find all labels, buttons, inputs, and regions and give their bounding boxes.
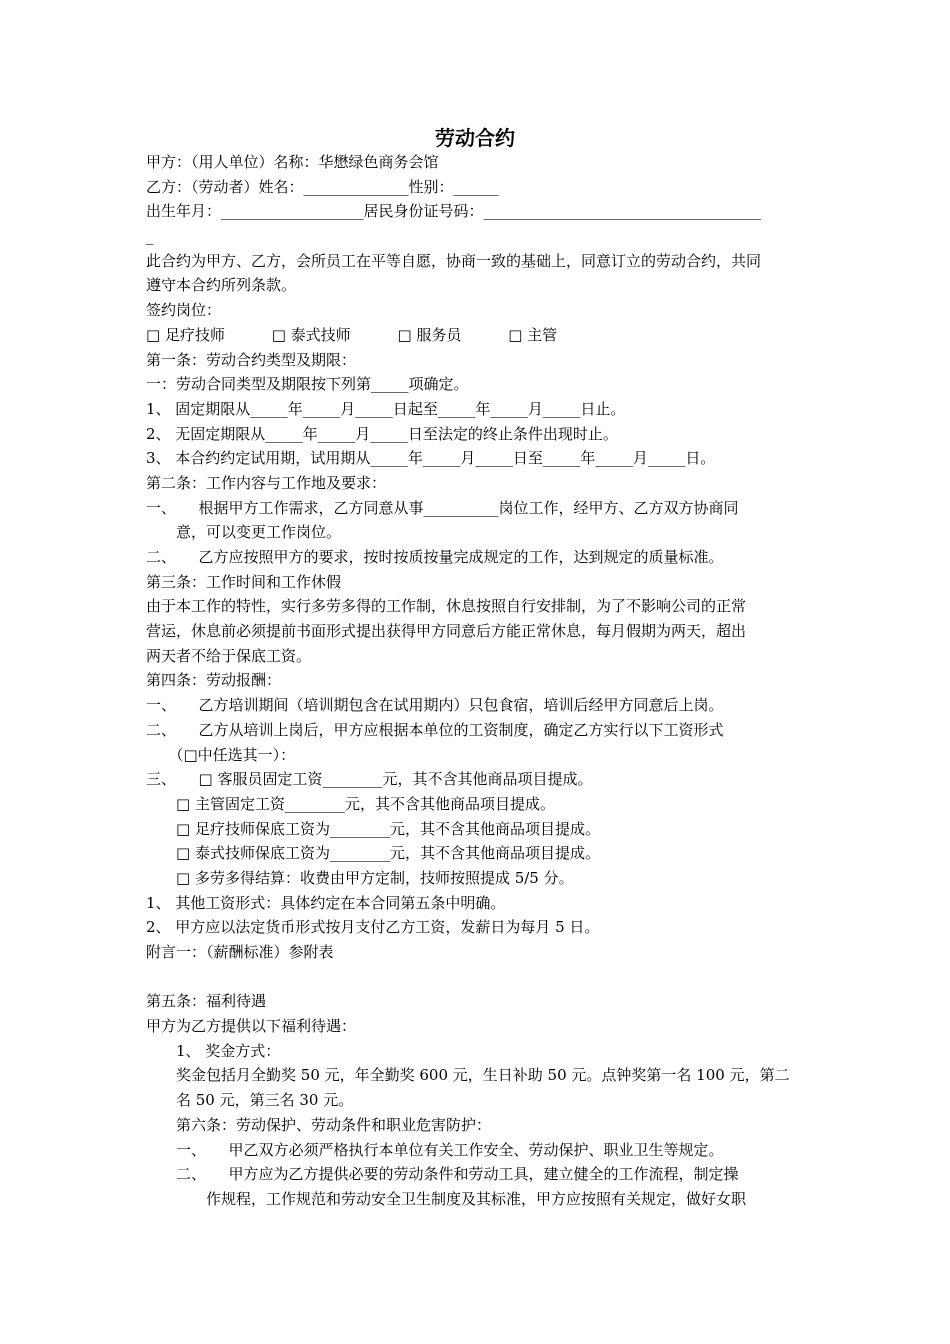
article-6-heading: 第六条：劳动保护、劳动条件和职业危害防护： bbox=[146, 1115, 492, 1134]
position-heading: 签约岗位： bbox=[146, 301, 222, 320]
wage-option: □ 泰式技师保底工资为________元，其不含其他商品项目提成。 bbox=[146, 844, 600, 863]
article-3-text: 两天者不给于保底工资。 bbox=[146, 646, 312, 665]
article-3-text: 营运，休息前必须提前书面形式提出获得甲方同意后方能正常休息，每月假期为两天，超出 bbox=[146, 622, 747, 641]
article-5-text: 奖金包括月全勤奖 50 元，年全勤奖 600 元，生日补助 50 元。点钟奖第一名 100 元，第二 bbox=[146, 1066, 790, 1085]
article-6-item: 一、 甲乙双方必须严格执行本单位有关工作安全、劳动保护、职业卫生等规定。 bbox=[146, 1140, 724, 1159]
position-option-supervisor: □ 主管 bbox=[508, 325, 558, 344]
birth-id-line: 出生年月：___________________居民身份证号码：_____________________________________ bbox=[146, 202, 762, 221]
wage-option: 三、 □ 客服员固定工资________元，其不含其他商品项目提成。 bbox=[146, 770, 593, 789]
article-1-item: 3、 本合约约定试用期，试用期从_____年_____月_____日至_____年_____月_____日。 bbox=[146, 449, 716, 468]
article-1-item: 1、 固定期限从_____年_____月_____日起至_____年_____月_____日止。 bbox=[146, 399, 626, 418]
article-5-text: 甲方为乙方提供以下福利待遇： bbox=[146, 1017, 357, 1036]
preamble-line-2: 遵守本合约所列条款。 bbox=[146, 276, 297, 295]
document-title: 劳动合约 bbox=[435, 126, 515, 150]
article-2-item: 二、 乙方应按照甲方的要求，按时按质按量完成规定的工作，达到规定的质量标准。 bbox=[146, 548, 724, 566]
position-option-thai-therapist: □ 泰式技师 bbox=[271, 325, 351, 344]
article-2-item: 意，可以变更工作岗位。 bbox=[146, 523, 342, 542]
party-b-line: 乙方：（劳动者）姓名：______________性别：______ bbox=[146, 177, 499, 196]
wage-option: □ 主管固定工资________元，其不含其他商品项目提成。 bbox=[146, 794, 555, 813]
underscore-continuation: _ bbox=[146, 227, 154, 246]
wage-option: □ 多劳多得结算：收费由甲方定制，技师按照提成 5/5 分。 bbox=[146, 868, 574, 887]
position-option-attendant: □ 服务员 bbox=[397, 325, 462, 344]
blank-line bbox=[146, 965, 810, 990]
preamble-line-1: 此合约为甲方、乙方，会所员工在平等自愿，协商一致的基础上，同意订立的劳动合约，共同 bbox=[146, 251, 762, 270]
document-body bbox=[146, 150, 810, 1212]
article-5-text: 名 50 元，第三名 30 元。 bbox=[146, 1091, 354, 1110]
article-3-text: 由于本工作的特性，实行多劳多得的工作制，休息按照自行安排制，为了不影响公司的正常 bbox=[146, 597, 747, 616]
party-a-line: 甲方：（用人单位）名称：华懋绿色商务会馆 bbox=[146, 153, 439, 171]
article-4-item: 2、 甲方应以法定货币形式按月支付乙方工资，发薪日为每月 5 日。 bbox=[146, 918, 600, 937]
article-4-item: 1、 其他工资形式：具体约定在本合同第五条中明确。 bbox=[146, 893, 506, 912]
article-3-heading: 第三条：工作时间和工作休假 bbox=[146, 572, 342, 591]
article-6-item: 作规程，工作规范和劳动安全卫生制度及其标准，甲方应按照有关规定，做好女职 bbox=[146, 1189, 747, 1208]
position-options bbox=[146, 323, 810, 348]
article-4-item: 二、 乙方从培训上岗后，甲方应根据本单位的工资制度，确定乙方实行以下工资形式 bbox=[146, 720, 724, 739]
article-4-item: 一、 乙方培训期间（培训期包含在试用期内）只包食宿，培训后经甲方同意后上岗。 bbox=[146, 696, 724, 715]
wage-option: □ 足疗技师保底工资为________元，其不含其他商品项目提成。 bbox=[146, 819, 600, 838]
article-2-heading: 第二条：工作内容与工作地及要求： bbox=[146, 473, 387, 492]
article-5-heading: 第五条：福利待遇 bbox=[146, 992, 267, 1011]
article-1-item: 2、 无固定期限从_____年_____月_____日至法定的终止条件出现时止。 bbox=[146, 424, 618, 443]
article-6-item: 二、 甲方应为乙方提供必要的劳动条件和劳动工具，建立健全的工作流程，制定操 bbox=[146, 1165, 739, 1184]
article-2-item: 一、 根据甲方工作需求，乙方同意从事__________岗位工作，经甲方、乙方双方协商同 bbox=[146, 498, 739, 517]
article-1-heading: 第一条：劳动合约类型及期限： bbox=[146, 350, 357, 369]
article-1-item: 一：劳动合同类型及期限按下列第_____项确定。 bbox=[146, 375, 469, 394]
article-5-item: 1、 奖金方式： bbox=[146, 1041, 281, 1060]
article-4-item: （□中任选其一）： bbox=[146, 745, 296, 764]
position-option-foot-therapist: □ 足疗技师 bbox=[146, 325, 225, 344]
article-4-heading: 第四条：劳动报酬： bbox=[146, 671, 282, 690]
appendix-note: 附言一：（薪酬标准）参附表 bbox=[146, 943, 334, 961]
